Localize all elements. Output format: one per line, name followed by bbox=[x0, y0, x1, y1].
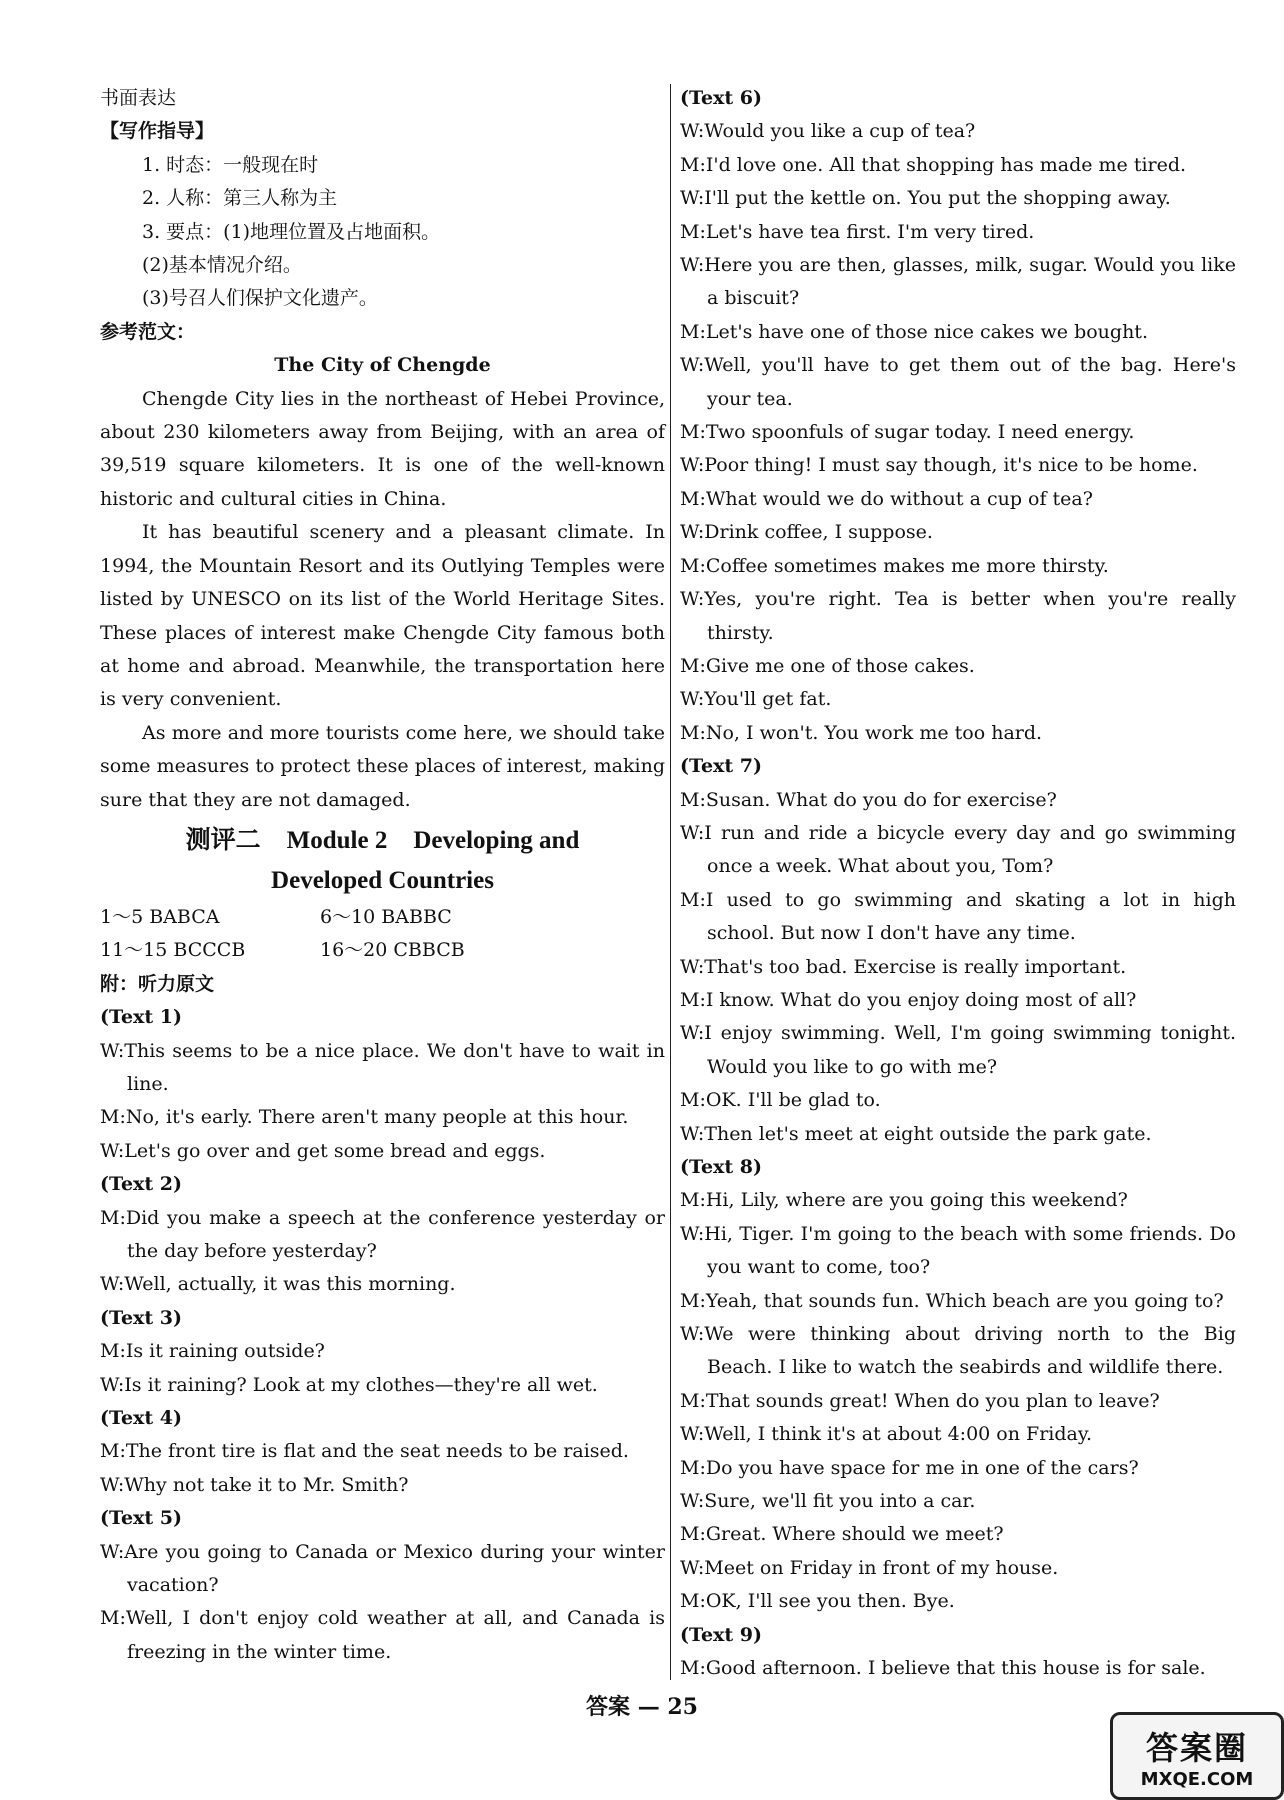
dialogue-line: W:Are you going to Canada or Mexico during your winter vacation? bbox=[100, 1540, 665, 1597]
dialogue-line: M:What would we do without a cup of tea? bbox=[680, 487, 1093, 510]
dialogue-line: W:Yes, you're right. Tea is better when you're really thirsty. bbox=[680, 588, 1236, 644]
dialogue-line: M:That sounds great! When do you plan to leave? bbox=[680, 1389, 1160, 1412]
logo-url: MXQE.COM bbox=[1140, 1768, 1254, 1790]
dialogue-line: W:Then let's meet at eight outside the park gate. bbox=[680, 1122, 1152, 1145]
dialogue-line: W:Drink coffee, I suppose. bbox=[680, 521, 933, 544]
dialogue-line: W:That's too bad. Exercise is really important. bbox=[680, 955, 1127, 978]
dialogue-line: W:Hi, Tiger. I'm going to the beach with some friends. Do you want to come, too? bbox=[680, 1222, 1236, 1279]
guide-item: (3)号召人们保护文化遗产。 bbox=[142, 287, 378, 310]
text-tag: (Text 8) bbox=[680, 1156, 762, 1178]
text-tag: (Text 6) bbox=[680, 87, 762, 109]
module-title-part1: Developing and bbox=[413, 826, 580, 854]
dialogue-line: M:Yeah, that sounds fun. Which beach are you going to? bbox=[680, 1289, 1224, 1312]
dialogue-line: M:Coffee sometimes makes me more thirsty. bbox=[680, 554, 1109, 577]
logo-text: 答案圈 bbox=[1145, 1728, 1248, 1767]
dialogue-line: W:You'll get fat. bbox=[680, 688, 832, 711]
listening-texts-right bbox=[680, 82, 1236, 1686]
dialogue-line: W:Poor thing! I must say though, it's nice to be home. bbox=[680, 454, 1198, 477]
essay-paragraph: It has beautiful scenery and a pleasant climate. In 1994, the Mountain Resort and its Outlying Temples were listed by UNESCO on its list of the World Heritage Sites. These places of interest make Chengde City famous both at home and abroad. Meanwhile, the transportation here is very convenient. bbox=[100, 521, 665, 711]
dialogue-line: W:Why not take it to Mr. Smith? bbox=[100, 1473, 409, 1496]
dialogue-line: M:No, I won't. You work me too hard. bbox=[680, 721, 1043, 744]
dialogue-line: M:No, it's early. There aren't many people at this hour. bbox=[100, 1106, 629, 1129]
dialogue-line: W:I run and ride a bicycle every day and go swimming once a week. What about you, Tom? bbox=[680, 821, 1236, 878]
sample-essay-label: 参考范文： bbox=[100, 320, 196, 343]
answer-group: 6～10 BABBC bbox=[320, 905, 452, 928]
text-tag: (Text 2) bbox=[100, 1173, 182, 1196]
text-tag: (Text 7) bbox=[680, 755, 762, 778]
listening-script-label: 附：听力原文 bbox=[100, 972, 215, 995]
dialogue-line: M:Do you have space for me in one of the cars? bbox=[680, 1456, 1139, 1479]
answer-group: 1～5 BABCA bbox=[100, 905, 220, 928]
answer-group: 16～20 CBBCB bbox=[320, 939, 465, 962]
dialogue-line: M:Two spoonfuls of sugar today. I need energy. bbox=[680, 421, 1135, 444]
guide-item: 1. 时态：一般现在时 bbox=[142, 153, 319, 176]
dialogue-line: M:Is it raining outside? bbox=[100, 1340, 325, 1363]
essay-title: The City of Chengde bbox=[274, 354, 491, 377]
dialogue-line: M:Give me one of those cakes. bbox=[680, 654, 975, 677]
module-number: Module 2 bbox=[286, 826, 388, 854]
dialogue-line: M:Great. Where should we meet? bbox=[680, 1523, 1004, 1546]
text-tag: (Text 4) bbox=[100, 1407, 182, 1430]
text-tag: (Text 3) bbox=[100, 1306, 182, 1329]
watermark-logo bbox=[1110, 1712, 1284, 1800]
guide-item: 3. 要点：(1)地理位置及占地面积。 bbox=[142, 220, 441, 243]
dialogue-line: W:Sure, we'll fit you into a car. bbox=[680, 1490, 976, 1513]
dialogue-line: M:OK. I'll be glad to. bbox=[680, 1089, 881, 1112]
dialogue-line: M:Well, I don't enjoy cold weather at all, and Canada is freezing in the winter time. bbox=[100, 1607, 665, 1663]
listening-texts-left bbox=[100, 1001, 665, 1669]
essay-paragraph: As more and more tourists come here, we should take some measures to protect these places of interest, making sure that they are not damaged. bbox=[100, 721, 665, 811]
answer-row bbox=[100, 901, 665, 934]
text-tag: (Text 9) bbox=[680, 1623, 762, 1646]
dialogue-line: M:Good afternoon. I believe that this house is for sale. bbox=[680, 1657, 1206, 1680]
module-title-part2: Developed Countries bbox=[271, 866, 494, 894]
dialogue-line: M:The front tire is flat and the seat needs to be raised. bbox=[100, 1440, 629, 1463]
text-tag: (Text 1) bbox=[100, 1006, 182, 1029]
dialogue-line: W:I'll put the kettle on. You put the shopping away. bbox=[680, 187, 1171, 210]
dialogue-line: W:Meet on Friday in front of my house. bbox=[680, 1556, 1059, 1579]
writing-guide-title: 【写作指导】 bbox=[100, 120, 215, 143]
dialogue-line: W:Is it raining? Look at my clothes—they're all wet. bbox=[100, 1373, 598, 1396]
dialogue-line: M:Susan. What do you do for exercise? bbox=[680, 788, 1057, 811]
module-heading bbox=[100, 821, 665, 861]
column-divider bbox=[670, 84, 671, 1680]
dialogue-line: W:Well, I think it's at about 4:00 on Friday. bbox=[680, 1423, 1093, 1446]
dialogue-line: M:Hi, Lily, where are you going this weekend? bbox=[680, 1189, 1128, 1212]
dialogue-line: M:I used to go swimming and skating a lot in high school. But now I don't have any time. bbox=[680, 888, 1236, 945]
essay-body bbox=[100, 383, 665, 817]
text-tag: (Text 5) bbox=[100, 1507, 182, 1530]
right-column bbox=[680, 82, 1236, 1686]
dialogue-line: W:Would you like a cup of tea? bbox=[680, 120, 976, 143]
dialogue-line: M:I'd love one. All that shopping has made me tired. bbox=[680, 153, 1187, 176]
section-writing-label: 书面表达 bbox=[100, 87, 177, 109]
dialogue-line: M:Did you make a speech at the conference yesterday or the day before yesterday? bbox=[100, 1206, 665, 1262]
guide-item: (2)基本情况介绍。 bbox=[142, 254, 302, 277]
dialogue-line: W:Let's go over and get some bread and eggs. bbox=[100, 1139, 546, 1162]
dialogue-line: M:Let's have one of those nice cakes we bought. bbox=[680, 320, 1148, 343]
answer-group: 11～15 BCCCB bbox=[100, 939, 246, 962]
dialogue-line: W:Well, you'll have to get them out of the bag. Here's your tea. bbox=[680, 354, 1236, 410]
left-column bbox=[100, 82, 665, 1669]
dialogue-line: W:This seems to be a nice place. We don't have to wait in line. bbox=[100, 1039, 665, 1095]
dialogue-line: W:We were thinking about driving north to the Big Beach. I like to watch the seabirds and wildlife there. bbox=[680, 1323, 1236, 1379]
guide-item: 2. 人称：第三人称为主 bbox=[142, 187, 338, 210]
page-footer: 答案 — 25 bbox=[586, 1694, 698, 1720]
dialogue-line: M:OK, I'll see you then. Bye. bbox=[680, 1590, 955, 1613]
dialogue-line: W:I enjoy swimming. Well, I'm going swimming tonight. Would you like to go with me? bbox=[680, 1022, 1236, 1078]
dialogue-line: M:Let's have tea first. I'm very tired. bbox=[680, 220, 1035, 243]
answer-row bbox=[100, 934, 665, 967]
essay-paragraph: Chengde City lies in the northeast of Hebei Province, about 230 kilometers away from Beijing, with an area of 39,519 square kilometers. It is one of the well-known historic and cultural cities in China. bbox=[100, 387, 665, 510]
module-label: 测评二 bbox=[185, 826, 261, 854]
dialogue-line: W:Well, actually, it was this morning. bbox=[100, 1273, 456, 1296]
dialogue-line: M:I know. What do you enjoy doing most of all? bbox=[680, 988, 1137, 1011]
dialogue-line: W:Here you are then, glasses, milk, sugar. Would you like a biscuit? bbox=[680, 254, 1236, 310]
